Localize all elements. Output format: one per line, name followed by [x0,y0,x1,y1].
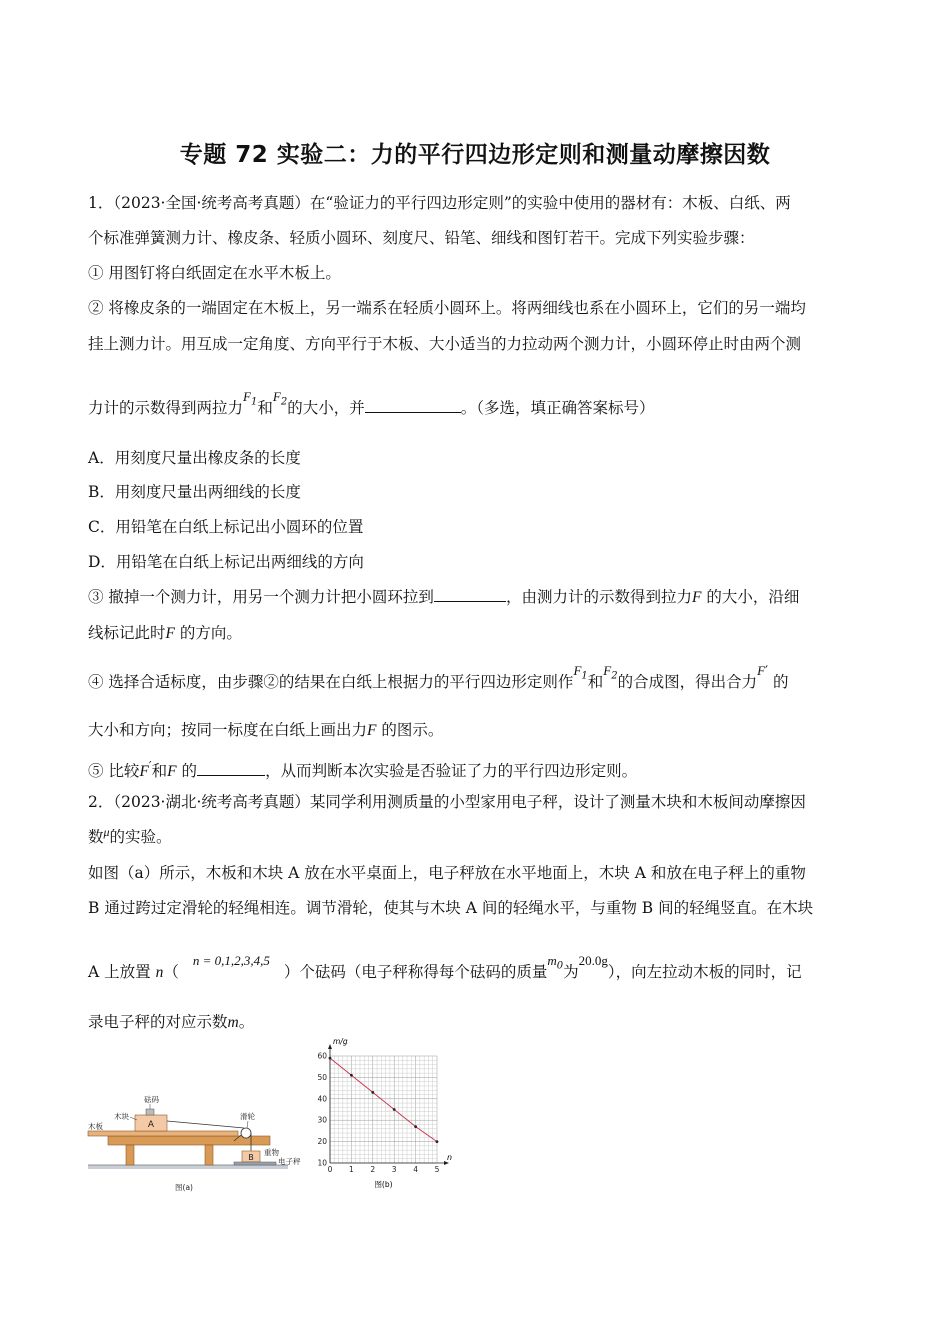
q1-step-3a-post: 的大小，沿细 [701,588,800,606]
figure-a [84,1086,310,1196]
label-scale: 电子秤 [278,1157,301,1166]
f-prime-symbol: F′ [757,663,769,679]
q1-step-2a: ② 将橡皮条的一端固定在木板上，另一端系在轻质小圆环上。将两细线也系在小圆环上，它们的另一端均 [88,299,806,317]
q2-line-2 [88,827,868,848]
q1-step-1: ① 用图钉将白纸固定在水平木板上。 [88,264,341,282]
y-axis-label: m/g [333,1038,348,1046]
data-point [393,1108,396,1111]
data-point [350,1074,353,1077]
block-b-label: B [248,1153,254,1162]
y-tick-label: 30 [317,1115,327,1125]
q1-step-4b-pre: 大小和方向；按同一标度在白纸上画出力 [88,721,368,739]
y-tick-label: 40 [317,1094,327,1104]
y-tick-label: 50 [317,1072,327,1082]
q1-step-5-de: 的 [176,762,198,781]
f-prime-symbol: F′ [139,759,152,781]
table-leg [205,1145,213,1165]
q2-line-2-pre: 数 [88,828,104,846]
f-symbol: F [367,722,377,739]
option-a: A．用刻度尺量出橡皮条的长度 [88,449,301,467]
data-point [329,1057,332,1060]
floor [88,1165,288,1169]
q1-line-1: 1．（2023·全国·统考高考真题）在“验证力的平行四边形定则”的实验中使用的器材有：木板、白纸、两 [88,194,791,212]
q2-line-3: 如图（a）所示，木板和木块 A 放在水平桌面上，电子秤放在水平地面上，木块 A 和放在电子秤上的重物 [88,864,806,882]
q1-line-2: 个标准弹簧测力计、橡皮条、轻质小圆环、刻度尺、铅笔、细线和图钉若干。完成下列实验步骤： [88,229,755,247]
chart-grid [330,1056,437,1163]
q2-line-6 [88,1012,868,1033]
q1-step-2b: 挂上测力计。用互成一定角度、方向平行于木板、大小适当的力拉动两个测力计，小圆环停止时由两个测 [88,335,802,353]
q1-step-3b-pre: 线标记此时 [88,624,166,642]
q2-line-5-c: ）个砝码（电子秤称得每个砝码的质量 [283,963,548,981]
option-d: D．用铅笔在白纸上标记出两细线的方向 [88,553,364,571]
q1-step-5 [88,756,868,782]
label-board: 木板 [88,1122,103,1131]
q2-line-1: 2．（2023·湖北·统考高考真题）某同学利用测质量的小型家用电子秤，设计了测量木块和木板间动摩擦因 [88,793,806,811]
x-tick-label: 0 [327,1165,333,1174]
q1-step-4a-post: 的 [768,673,789,691]
x-tick-label: 3 [391,1165,397,1174]
q1-step-4a-mid: 的合成图，得出合力 [617,673,758,691]
n-expression: n = 0,1,2,3,4,5 [192,953,270,968]
electronic-scale [234,1162,276,1165]
chart-marks [329,1057,439,1143]
q1-step-2c-post1: 的大小，并 [287,399,365,417]
f-symbol: F [167,763,177,781]
mass-value: 20.0g [578,953,608,968]
label-weight: 砝码 [144,1095,159,1104]
q1-step-4a-pre: ④ 选择合适标度，由步骤②的结果在白纸上根据力的平行四边形定则作 [88,673,574,691]
q1-step-3b [88,623,868,644]
q2-line-5-b: （ [163,963,179,981]
figure-b-chart [310,1038,460,1193]
x-tick-label: 5 [434,1165,440,1174]
option-c: C．用铅笔在白纸上标记出小圆环的位置 [88,518,364,536]
q1-step-5-pre: ⑤ 比较 [88,762,140,781]
q2-line-5-a: A 上放置 [88,963,151,981]
label-heavy: 重物 [264,1148,279,1157]
rope [167,1121,244,1128]
n-symbol: n [155,964,164,981]
q1-step-3a [88,587,868,608]
q2-line-5 [88,953,868,989]
figure-b-caption: 图(b) [374,1180,393,1189]
mu-symbol: μ [103,825,110,839]
y-tick-label: 60 [317,1051,327,1061]
f1-symbol: F1 [243,389,258,408]
m0-symbol: m0 [547,953,564,972]
q1-step-2c-post2: 。（多选，填正确答案标号） [460,399,655,417]
q2-line-6-pre: 录电子秤的对应示数 [88,1013,228,1031]
label-pulley: 滑轮 [240,1112,255,1121]
m-symbol: m [227,1014,239,1031]
f-symbol: F [165,625,175,642]
f2-symbol: F2 [272,389,288,408]
x-tick-label: 4 [413,1165,418,1174]
q1-step-4b [88,720,868,741]
answer-blank-2[interactable] [434,587,506,602]
f1-symbol: F1 [573,663,588,682]
board [88,1131,238,1136]
q1-step-2c [88,389,868,425]
q2-line-4: B 通过跨过定滑轮的轻绳相连。调节滑轮，使其与木块 A 间的轻绳水平，与重物 B 间的轻绳竖直。在木块 [88,899,814,917]
answer-blank-1[interactable] [365,398,461,413]
table-leg [126,1145,134,1165]
and-text: 和 [587,673,604,691]
x-tick-label: 2 [370,1165,376,1174]
q1-step-4b-post: 的图示。 [376,721,444,739]
q1-step-3a-pre: ③ 撤掉一个测力计，用另一个测力计把小圆环拉到 [88,588,434,606]
series-line [330,1058,437,1141]
q2-line-2-post: 的实验。 [109,828,172,846]
option-b: B．用刻度尺量出两细线的长度 [88,483,301,501]
weight [146,1109,154,1115]
x-tick-label: 1 [349,1165,354,1174]
wei-text: 为 [563,963,579,981]
pulley [241,1128,251,1138]
q1-step-5-post: ，从而判断本次实验是否验证了力的平行四边形定则。 [265,762,638,781]
q1-step-3a-mid: ，由测力计的示数得到拉力 [505,588,692,606]
q1-step-2c-pre: 力计的示数得到两拉力 [88,399,244,417]
data-point [414,1125,417,1128]
data-point [371,1091,374,1094]
data-point [436,1140,439,1143]
q2-line-6-post: 。 [238,1013,255,1031]
answer-blank-3[interactable] [197,761,265,776]
x-axis-label: n [447,1153,453,1162]
y-tick-label: 20 [317,1137,327,1147]
and-text: 和 [257,399,273,417]
f-symbol: F [691,589,702,606]
label-block: 木块 [114,1112,129,1121]
y-axis-arrow [328,1044,332,1049]
q1-step-4a [88,663,868,699]
f2-symbol: F2 [603,663,618,682]
q1-step-3b-post: 的方向。 [174,624,242,642]
y-tick-label: 10 [317,1158,327,1168]
q2-line-5-d: ），向左拉动木板的同时，记 [607,963,802,981]
figure-a-caption: 图(a) [175,1183,193,1192]
q1-step-5-mid: 和 [151,762,168,781]
block-a-label: A [147,1120,155,1130]
page-title: 专题 72 实验二：力的平行四边形定则和测量动摩擦因数 [179,142,771,168]
